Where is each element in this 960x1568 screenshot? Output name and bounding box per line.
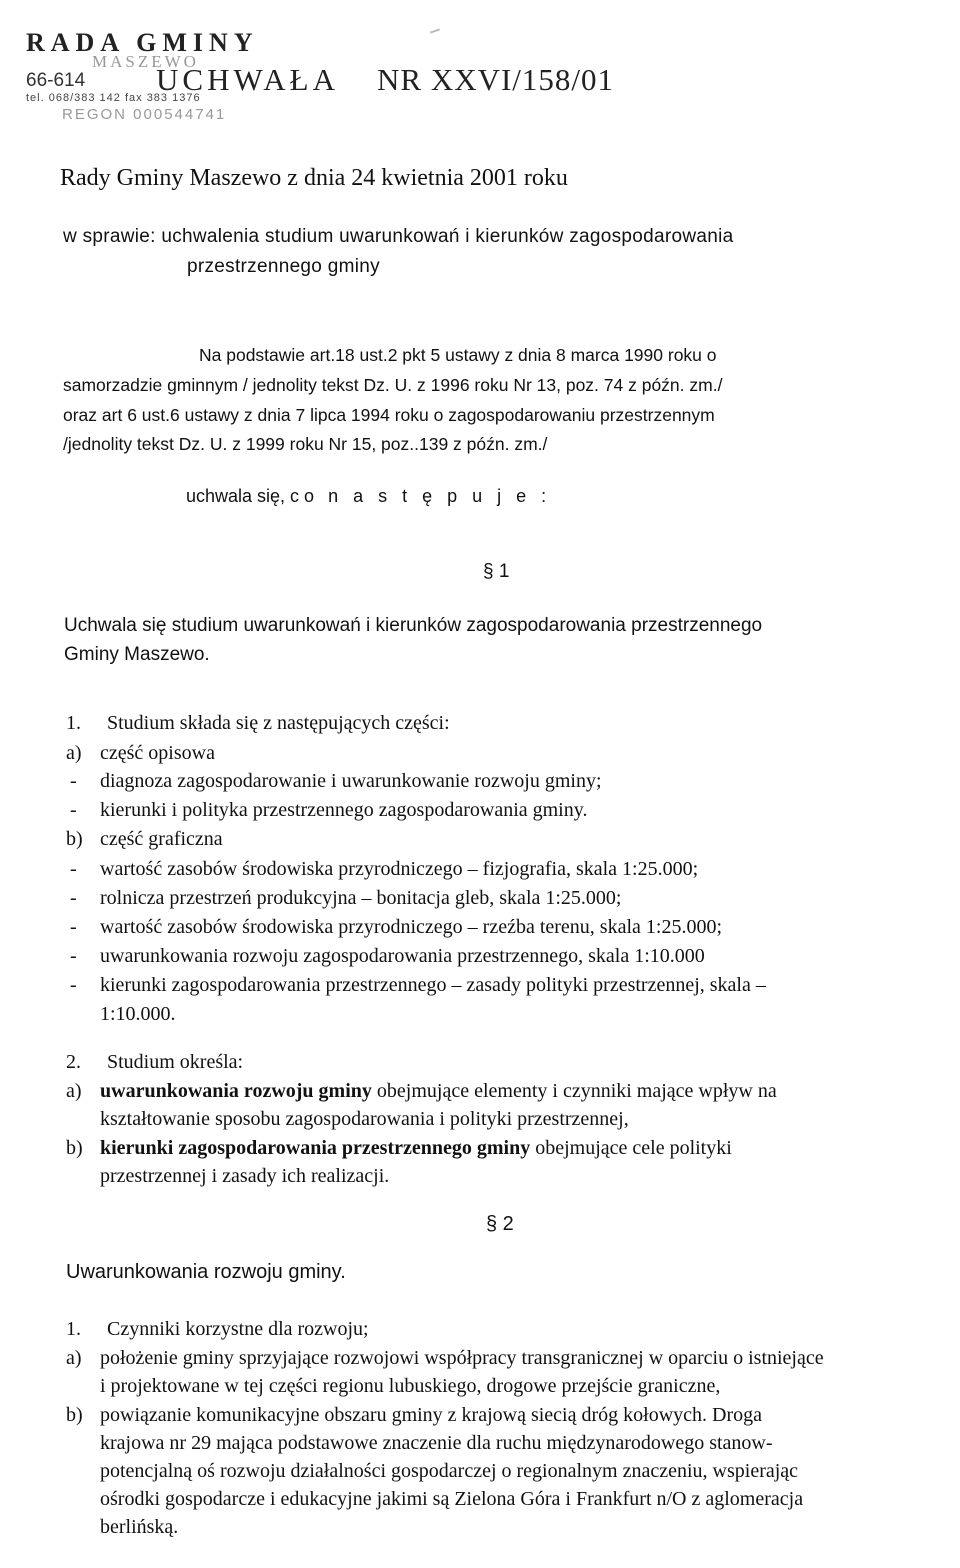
point-2-number: 2. (66, 1051, 81, 1073)
point-2-a-label: a) (66, 1080, 82, 1102)
point-2-a-line (100, 1080, 777, 1103)
dash-marker: - (70, 945, 77, 967)
section-2-a-line-2: i projektowane w tej części regionu lubuskiego, drogowe przejście graniczne, (100, 1375, 721, 1397)
section-2-heading: Uwarunkowania rozwoju gminy. (66, 1261, 346, 1283)
legal-basis-line-3: oraz art 6 ust.6 ustawy z dnia 7 lipca 1994 roku o zagospodarowaniu przestrzennym (63, 405, 715, 425)
dash-marker: - (70, 858, 77, 880)
point-1-b-item-2: rolnicza przestrzeń produkcyjna – bonitacja gleb, skala 1:25.000; (100, 887, 622, 909)
section-2-b-line-3: potencjalną oś rozwoju działalności gospodarczej o regionalnym znaczeniu, wspierając (100, 1460, 799, 1482)
point-2-b-line (100, 1137, 732, 1160)
title-number: NR XXVI/158/01 (377, 62, 615, 97)
resolves-statement (186, 486, 551, 507)
resolution-heading: Rady Gminy Maszewo z dnia 24 kwietnia 2001 roku (60, 165, 568, 191)
stamp-phone-fax: tel. 068/383 142 fax 383 1376 (26, 92, 201, 104)
point-1-b-text: część graficzna (100, 828, 223, 850)
section-2-b-line-4: ośrodki gospodarcze i edukacyjne jakimi są Zielona Góra i Frankfurt n/O z aglomeracja (100, 1488, 804, 1510)
section-2-a-line-1: położenie gminy sprzyjające rozwojowi współpracy transgranicznej w oparciu o istniejące (100, 1347, 824, 1369)
stamp-municipality: MASZEWO (92, 52, 199, 71)
subject-line-1: w sprawie: uchwalenia studium uwarunkowań i kierunków zagospodarowania (63, 226, 734, 247)
point-2-text: Studium określa: (107, 1051, 244, 1073)
point-2-b-bold: kierunki zagospodarowania przestrzennego gminy (100, 1137, 531, 1159)
section-2-point-1-text: Czynniki korzystne dla rozwoju; (107, 1318, 369, 1340)
legal-basis-line-1: Na podstawie art.18 ust.2 pkt 5 ustawy z dnia 8 marca 1990 roku o (199, 345, 717, 365)
point-1-b-item-1: wartość zasobów środowiska przyrodniczego – fizjografia, skala 1:25.000; (100, 858, 699, 880)
point-2-a-rest: obejmujące elementy i czynniki mające wpływ na (376, 1080, 777, 1102)
point-1-text: Studium składa się z następujących części: (107, 712, 450, 734)
scan-mark (430, 28, 440, 33)
section-2-mark: § 2 (486, 1213, 514, 1235)
stamp-council-name: RADA GMINY (26, 28, 259, 57)
dash-marker: - (70, 974, 77, 996)
resolves-spaced: n a s t ę p u j e : (328, 486, 552, 506)
point-1-a-label: a) (66, 742, 82, 764)
point-1-b-item-4: uwarunkowania rozwoju zagospodarowania przestrzennego, skala 1:10.000 (100, 945, 705, 967)
resolves-lead: uchwala się, c o (186, 486, 315, 506)
section-1-text-line-2: Gminy Maszewo. (64, 644, 210, 665)
point-2-a-cont: kształtowanie sposobu zagospodarowania i polityki przestrzennej, (100, 1108, 629, 1130)
point-2-b-rest: obejmujące cele polityki (535, 1137, 732, 1159)
resolution-title (156, 62, 614, 98)
point-2-b-cont: przestrzennej i zasady ich realizacji. (100, 1165, 390, 1187)
dash-marker: - (70, 799, 77, 821)
legal-basis-line-2: samorzadzie gminnym / jednolity tekst Dz. U. z 1996 roku Nr 13, poz. 74 z późn. zm./ (63, 375, 723, 395)
section-2-b-label: b) (66, 1404, 83, 1426)
section-2-a-label: a) (66, 1347, 82, 1369)
point-1-a-item-1: diagnoza zagospodarowanie i uwarunkowanie rozwoju gminy; (100, 770, 602, 792)
dash-marker: - (70, 770, 77, 792)
dash-marker: - (70, 916, 77, 938)
point-1-b-item-5: kierunki zagospodarowania przestrzennego – zasady polityki przestrzennej, skala – (100, 974, 766, 996)
stamp-regon: REGON 000544741 (62, 106, 227, 123)
section-2-b-line-5: berlińską. (100, 1516, 179, 1538)
point-1-a-item-2: kierunki i polityka przestrzennego zagospodarowania gminy. (100, 799, 588, 821)
stamp-postal-code: 66-614 (26, 70, 86, 91)
point-1-a-text: część opisowa (100, 742, 215, 764)
dash-marker: - (70, 887, 77, 909)
point-1-b-label: b) (66, 828, 83, 850)
point-1-b-item-3: wartość zasobów środowiska przyrodniczego – rzeźba terenu, skala 1:25.000; (100, 916, 723, 938)
point-1-b-item-5-cont: 1:10.000. (100, 1003, 176, 1025)
section-1-mark: § 1 (483, 561, 510, 582)
section-1-text-line-1: Uchwala się studium uwarunkowań i kierunków zagospodarowania przestrzennego (64, 615, 763, 636)
legal-basis-line-4: /jednolity tekst Dz. U. z 1999 roku Nr 15, poz..139 z późn. zm./ (63, 434, 548, 454)
section-2-b-line-1: powiązanie komunikacyjne obszaru gminy z krajową siecią dróg kołowych. Droga (100, 1404, 763, 1426)
point-1-number: 1. (66, 712, 81, 734)
subject-line-2: przestrzennego gminy (187, 256, 380, 277)
section-2-b-line-2: krajowa nr 29 mająca podstawowe znaczenie dla ruchu międzynarodowego stanow- (100, 1432, 773, 1454)
point-2-b-label: b) (66, 1137, 83, 1159)
point-2-a-bold: uwarunkowania rozwoju gminy (100, 1080, 372, 1102)
title-main: UCHWAŁA (156, 62, 339, 97)
section-2-point-1-number: 1. (66, 1318, 81, 1340)
